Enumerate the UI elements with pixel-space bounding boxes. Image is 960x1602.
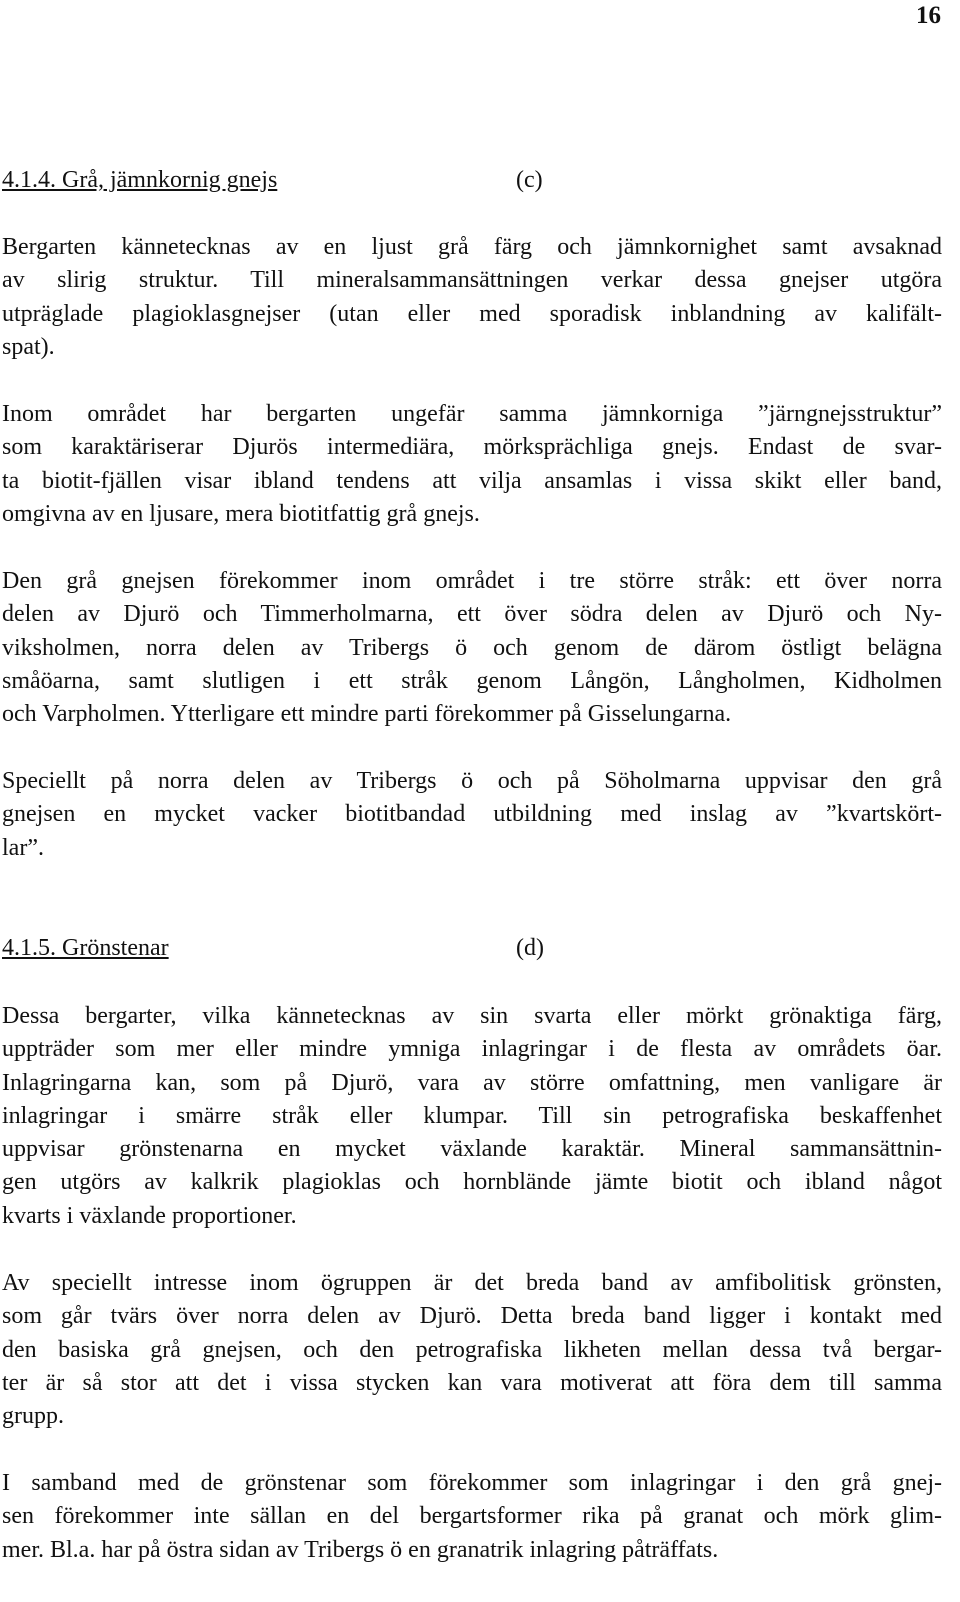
- text-line: uppträder som mer eller mindre ymniga inlagringar i de flesta av områdets öar.: [2, 1036, 942, 1063]
- text-line: grupp.: [2, 1403, 64, 1430]
- text-line: Dessa bergarter, vilka kännetecknas av sin svarta eller mörkt grönaktiga färg,: [2, 1003, 942, 1029]
- paragraph: [2, 1467, 942, 1567]
- text-line: småöarna, samt slutligen i ett stråk genom Långön, Långholmen, Kidholmen: [2, 667, 942, 694]
- text-line: kvarts i växlande proportioner.: [2, 1202, 297, 1229]
- text-line: delen av Djurö och Timmerholmarna, ett över södra delen av Djurö och Ny-: [2, 601, 942, 628]
- text-line: som karaktäriserar Djurös intermediära, mörksprächliga gnejs. Endast de svar-: [2, 434, 942, 461]
- text-line: spat).: [2, 333, 55, 360]
- text-line: Speciellt på norra delen av Tribergs ö och på Söholmarna uppvisar den grå: [2, 768, 942, 794]
- text-line: Bergarten kännetecknas av en ljust grå färg och jämnkornighet samt avsaknad: [2, 234, 942, 260]
- text-line: Av speciellt intresse inom ögruppen är det breda band av amfibolitisk grönsten,: [2, 1270, 942, 1296]
- section-heading-4-1-5: [2, 933, 544, 963]
- text-line: och Varpholmen. Ytterligare ett mindre parti förekommer på Gisselungarna.: [2, 701, 732, 728]
- text-line: Inlagringarna kan, som på Djurö, vara av större omfattning, men vanligare är: [2, 1069, 942, 1096]
- paragraph: [2, 565, 942, 731]
- text-line: den basiska grå gnejsen, och den petrografiska likheten mellan dessa två bergar-: [2, 1336, 942, 1363]
- paragraph: [2, 765, 942, 865]
- text-line: uppvisar grönstenarna en mycket växlande karaktär. Mineral sammansättnin-: [2, 1136, 942, 1163]
- section-title: 4.1.4. Grå, jämnkornig gnejs: [2, 167, 278, 193]
- text-line: ta biotit-fjällen visar ibland tendens att vilja ansamlas i vissa skikt eller band,: [2, 467, 942, 494]
- text-line: lar”.: [2, 834, 44, 861]
- section-code: (d): [516, 935, 544, 961]
- text-line: I samband med de grönstenar som förekommer som inlagringar i den grå gnej-: [2, 1470, 942, 1496]
- text-line: viksholmen, norra delen av Tribergs ö och genom de därom östligt belägna: [2, 634, 942, 661]
- text-line: mer. Bl.a. har på östra sidan av Tribergs ö en granatrik inlagring påträffats.: [2, 1536, 719, 1563]
- text-line: gen utgörs av kalkrik plagioklas och hornblände jämte biotit och ibland något: [2, 1169, 942, 1196]
- text-line: sen förekommer inte sällan en del bergartsformer rika på granat och mörk glim-: [2, 1503, 942, 1530]
- paragraph: [2, 1267, 942, 1433]
- text-line: inlagringar i smärre stråk eller klumpar. Till sin petrografiska beskaffenhet: [2, 1102, 942, 1129]
- text-line: av slirig struktur. Till mineralsammansättningen verkar dessa gnejser utgöra: [2, 267, 942, 294]
- text-line: Inom området har bergarten ungefär samma jämnkorniga ”järngnejsstruktur”: [2, 401, 942, 427]
- text-line: utpräglade plagioklasgnejser (utan eller med sporadisk inblandning av kalifält-: [2, 300, 942, 327]
- text-line: Den grå gnejsen förekommer inom området i tre större stråk: ett över norra: [2, 568, 942, 594]
- section-code: (c): [516, 167, 543, 193]
- text-line: omgivna av en ljusare, mera biotitfattig grå gnejs.: [2, 500, 480, 527]
- paragraph: [2, 1000, 942, 1233]
- text-line: gnejsen en mycket vacker biotitbandad utbildning med inslag av ”kvartskört-: [2, 801, 942, 828]
- paragraph: [2, 231, 942, 364]
- paragraph: [2, 398, 942, 531]
- text-line: ter är så stor att det i vissa stycken kan vara motiverat att föra dem till samma: [2, 1369, 942, 1396]
- section-title: 4.1.5. Grönstenar: [2, 935, 169, 961]
- page-number: 16: [916, 2, 941, 29]
- text-line: som går tvärs över norra delen av Djurö. Detta breda band ligger i kontakt med: [2, 1303, 942, 1330]
- section-heading-4-1-4: [2, 165, 543, 195]
